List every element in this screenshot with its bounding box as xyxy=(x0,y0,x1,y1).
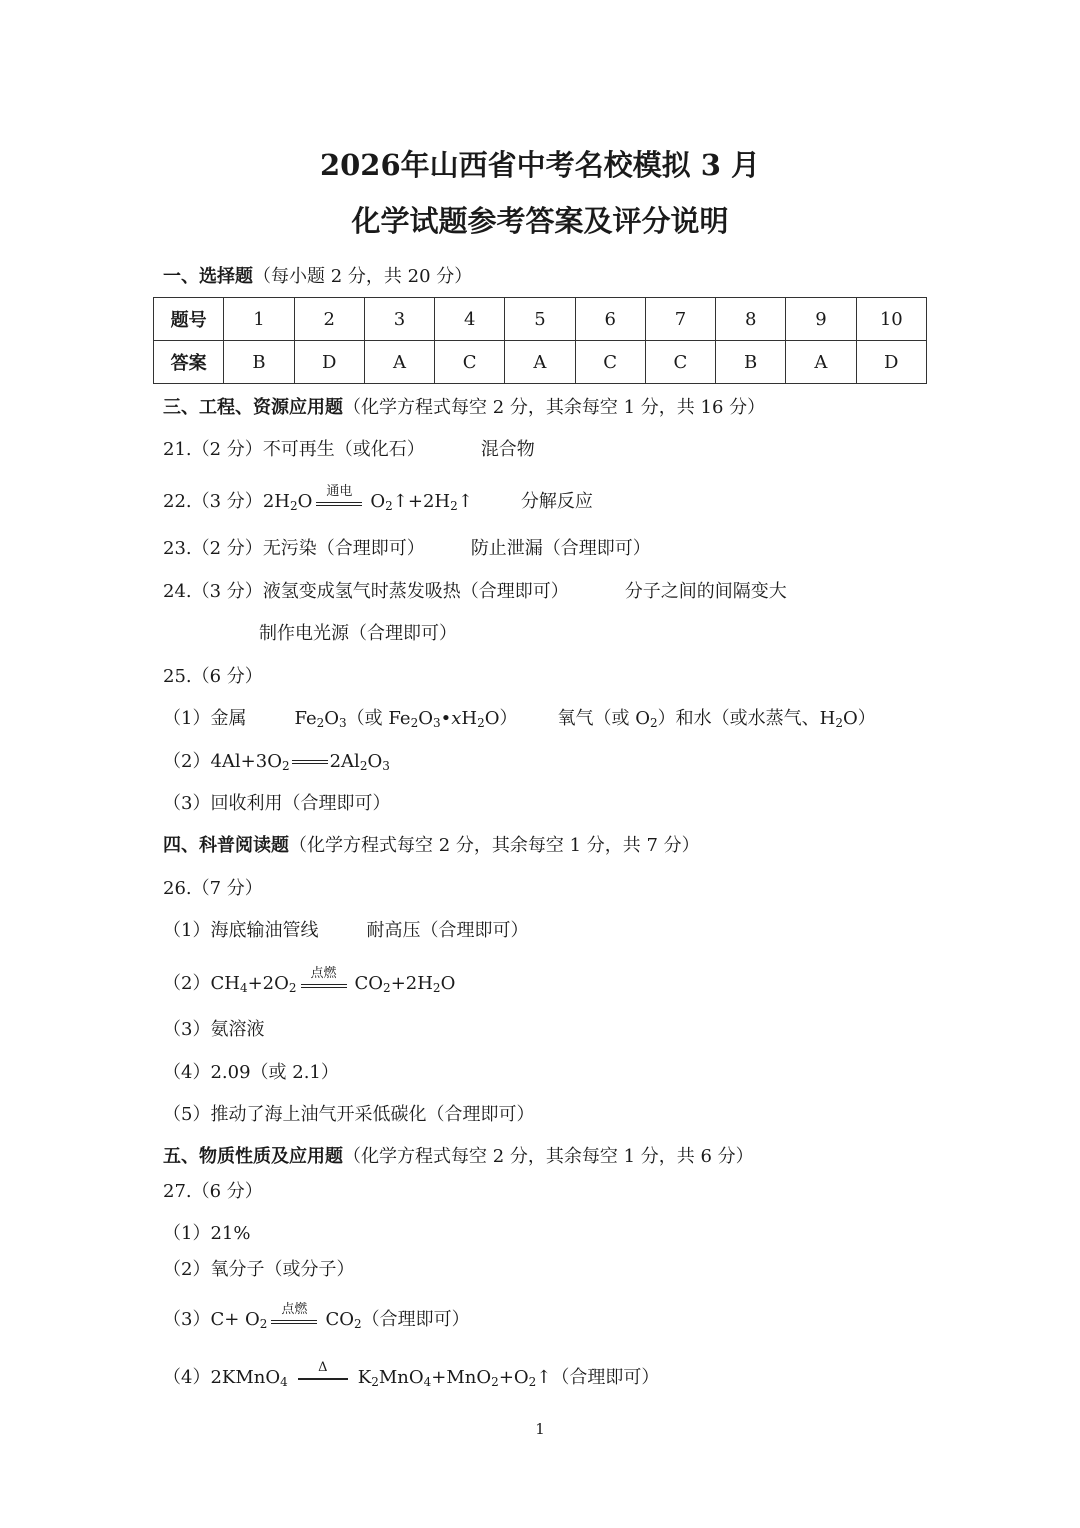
table-cell: A xyxy=(786,341,856,384)
equals-sign xyxy=(292,760,328,764)
q27-p1: （1）21% xyxy=(163,1223,251,1244)
table-cell: 2 xyxy=(294,298,364,341)
reaction-arrow xyxy=(316,484,362,512)
q23-answer2: 防止泄漏（合理即可） xyxy=(470,538,651,559)
q26 xyxy=(163,877,263,901)
table-cell: 4 xyxy=(435,298,505,341)
reaction-condition: Δ xyxy=(318,1360,328,1375)
page-number: 1 xyxy=(535,1420,545,1438)
table-cell: 3 xyxy=(364,298,434,341)
section5-label: 五、物质性质及应用题 xyxy=(163,1146,343,1167)
q26-part3 xyxy=(163,1018,264,1042)
reaction-condition: 通电 xyxy=(326,484,353,499)
q27-part4: （4）2KMnO$_4$ Δ $K_2MnO_4+MnO_2+O_2↑$（合理即可） xyxy=(163,1366,659,1390)
table-cell: 8 xyxy=(716,298,786,341)
reaction-condition: 点燃 xyxy=(310,966,337,981)
q27-p3-label: （3） xyxy=(163,1309,211,1330)
q23-answer1: 无污染（合理即可） xyxy=(262,538,425,559)
section1-heading xyxy=(163,265,472,289)
q27-num: 27.（6 分） xyxy=(163,1181,263,1202)
q21-answer2: 混合物 xyxy=(480,439,535,460)
table-cell: B xyxy=(224,341,294,384)
section5-heading xyxy=(163,1145,754,1169)
table-cell: C xyxy=(575,341,645,384)
q24-answer3: 制作电光源（合理即可） xyxy=(259,623,457,644)
q22-answer2: 分解反应 xyxy=(520,491,593,512)
q27-part1 xyxy=(163,1222,250,1246)
table-cell: 6 xyxy=(575,298,645,341)
q23-num: 23.（2 分） xyxy=(163,538,263,559)
q26-part1 xyxy=(163,919,528,943)
q27-p2: （2）氧分子（或分子） xyxy=(163,1259,355,1280)
table-cell: C xyxy=(645,341,715,384)
q21-num: 21.（2 分） xyxy=(163,439,263,460)
reaction-arrow xyxy=(271,1302,317,1330)
row-head-answer: 答案 xyxy=(154,341,224,384)
answer-table xyxy=(153,297,927,384)
section1-note: （每小题 2 分，共 20 分） xyxy=(253,266,473,287)
q26-p5: （5）推动了海上油气开采低碳化（合理即可） xyxy=(163,1104,535,1125)
section5-note: （化学方程式每空 2 分，其余每空 1 分，共 6 分） xyxy=(343,1146,754,1167)
title-line2: 化学试题参考答案及评分说明 xyxy=(351,204,729,238)
q22: 22.（3 分）$2H_2O$ 通电 $O_2↑+2H_2↑$ 分解反应 xyxy=(163,490,593,514)
table-cell: C xyxy=(435,341,505,384)
q24-answer1: 液氢变成氢气时蒸发吸热（合理即可） xyxy=(262,581,569,602)
table-cell: 1 xyxy=(224,298,294,341)
q25-part2: $(2)4Al+3O_2$ $2Al_2O_3$ xyxy=(163,751,390,773)
q26-p3: （3）氨溶液 xyxy=(163,1019,265,1040)
table-row-numbers xyxy=(154,298,927,341)
q27-part2 xyxy=(163,1258,354,1282)
section4-label: 四、科普阅读题 xyxy=(163,835,289,856)
section3-note: （化学方程式每空 2 分，其余每空 1 分，共 16 分） xyxy=(343,397,766,418)
q25-p3: （3）回收利用（合理即可） xyxy=(163,793,391,814)
table-cell: 10 xyxy=(856,298,926,341)
table-cell: A xyxy=(505,341,575,384)
reaction-condition: 点燃 xyxy=(281,1302,308,1317)
row-head-number: 题号 xyxy=(154,298,224,341)
q21-answer1: 不可再生（或化石） xyxy=(262,439,425,460)
q22-num: 22.（3 分） xyxy=(163,491,263,512)
table-cell: B xyxy=(716,341,786,384)
q24-line2 xyxy=(259,622,457,646)
q25-p2-label: （2） xyxy=(163,751,211,772)
q24-num: 24.（3 分） xyxy=(163,581,263,602)
section1-label: 一、选择题 xyxy=(163,266,253,287)
q25-num: 25.（6 分） xyxy=(163,666,263,687)
q27-p4-label: （4） xyxy=(163,1367,211,1388)
reaction-arrow xyxy=(298,1360,348,1388)
section3-heading xyxy=(163,396,765,420)
q26-part5 xyxy=(163,1103,534,1127)
table-cell: D xyxy=(294,341,364,384)
reaction-arrow xyxy=(301,966,347,994)
table-cell: 9 xyxy=(786,298,856,341)
q23 xyxy=(163,537,651,561)
q26-num: 26.（7 分） xyxy=(163,878,263,899)
table-row-answers xyxy=(154,341,927,384)
q25-p1-water: ）和水（或水蒸气、 xyxy=(657,708,820,729)
q24 xyxy=(163,580,787,604)
q26-p4: （4）2.09（或 2.1） xyxy=(163,1062,339,1083)
q27-p4-note: （合理即可） xyxy=(551,1367,660,1388)
q25-p1-oxygen: 氧气（或 xyxy=(557,708,630,729)
table-cell: 5 xyxy=(505,298,575,341)
q21 xyxy=(163,438,535,462)
q25-part1: （1）金属 $Fe_2O_3$（或 $Fe_2O_3•xH_2O$） 氧气（或 $O_2$）和水（或水蒸气、$H_2O$） xyxy=(163,708,876,730)
q27-part3: $(3)C+ O_2$ 点燃 $CO_2$（合理即可） xyxy=(163,1308,470,1332)
table-cell: D xyxy=(856,341,926,384)
q25-p1-label: （1）金属 xyxy=(163,708,247,729)
q26-p2-label: （2） xyxy=(163,973,211,994)
title-line1: 2026年山西省中考名校模拟 3 月 xyxy=(319,148,761,182)
q27 xyxy=(163,1180,263,1204)
q25-part3 xyxy=(163,792,390,816)
table-cell: 7 xyxy=(645,298,715,341)
table-cell: A xyxy=(364,341,434,384)
q25-p1-alt: （或 xyxy=(346,708,383,729)
q27-p3-note: （合理即可） xyxy=(361,1309,470,1330)
q26-part2: $(2)CH_4+2O_2$ 点燃 $CO_2+2H_2O$ xyxy=(163,972,455,996)
q26-part4 xyxy=(163,1061,339,1085)
section4-heading xyxy=(163,834,700,858)
section4-note: （化学方程式每空 2 分，其余每空 1 分，共 7 分） xyxy=(289,835,700,856)
q24-answer2: 分子之间的间隔变大 xyxy=(624,581,787,602)
q26-p1a: （1）海底输油管线 xyxy=(163,920,319,941)
section3-label: 三、工程、资源应用题 xyxy=(163,397,343,418)
q25 xyxy=(163,665,263,689)
q26-p1b: 耐高压（合理即可） xyxy=(366,920,529,941)
